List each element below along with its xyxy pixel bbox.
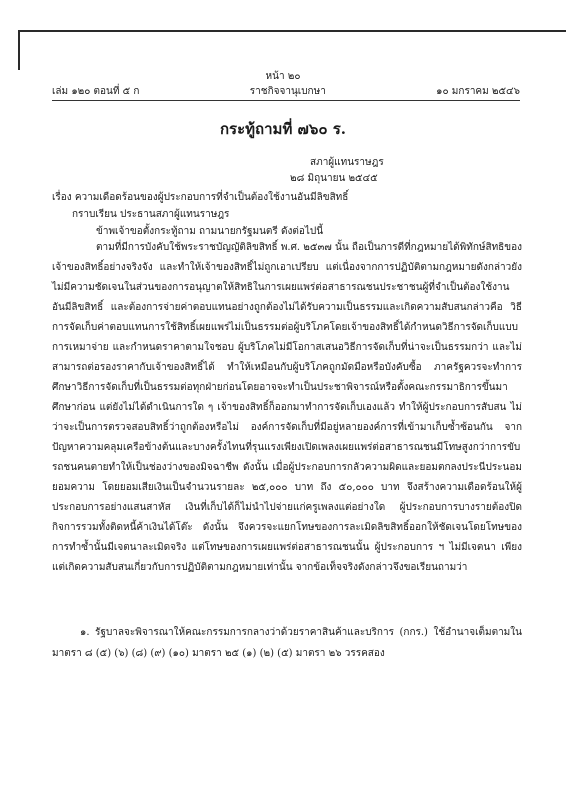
- document-title: กระทู้ถามที่ ๗๖๐ ร.: [219, 120, 347, 138]
- body-paragraph: ตามที่มีการบังคับใช้พระราชบัญญัติลิขสิทธิ์ พ.ศ. ๒๕๓๗ นั้น ถือเป็นการดีที่กฎหมายได้พิทักษ์สิทธิของเจ้าของสิทธิ์อย่างจริงจัง และทำให้เจ้าของสิทธิ์ไม่ถูกเอาเปรียบ แต่เนื่องจากการปฏิบัติตามกฎหมายดังกล่าวยังไม่มีความชัดเจนในส่วนของการอนุญาตให้สิทธิในการเผยแพร่ต่อสาธารณชนประชาชนผู้ที่จำเป็นต้องใช้งานอันมีลิขสิทธิ์ และต้องการจ่ายค่าตอบแทนอย่างถูกต้องไม่ได้รับความเป็นธรรมและเกิดความสับสนกล่าวคือ วิธีการจัดเก็บค่าตอบแทนการใช้สิทธิ์เผยแพร่ไม่เป็นธรรมต่อผู้บริโภคโดยเจ้าของสิทธิ์ได้กำหนดวิธีการจัดเก็บแบบการเหมาจ่าย และกำหนดราคาตามใจชอบ ผู้บริโภคไม่มีโอกาสเสนอวิธีการจัดเก็บที่น่าจะเป็นธรรมกว่า และไม่สามารถต่อรองราคากับเจ้าของสิทธิ์ได้ ทำให้เหมือนกับผู้บริโภคถูกมัดมือหรือบังคับซื้อ ภาครัฐควรจะทำการศึกษาวิธีการจัดเก็บที่เป็นธรรมต่อทุกฝ่ายก่อนโดยอาจจะทำเป็นประชาพิจารณ์หรือตั้งคณะกรรมาธิการขึ้นมาศึกษาก่อน แต่ยังไม่ได้ดำเนินการใด ๆ เจ้าของสิทธิ์ก็ออกมาทำการจัดเก็บเองแล้ว ทำให้ผู้ประกอบการสับสน ไม่ว่าจะเป็นการตรวจสอบสิทธิ์ว่าถูกต้องหรือไม่ องค์การจัดเก็บที่มีอยู่หลายองค์การที่เข้ามาเก็บซ้ำซ้อนกัน จากปัญหาความคลุมเครือข้างต้นและบางครั้งไทนที่รุนแรงเพียงเปิดเพลงเผยแพร่ต่อสาธารณชนมีโทษสูงกว่าการขับรถชนคนตายทำให้เป็นช่องว่างของมิจฉาชีพ ดังนั้น เมื่อผู้ประกอบการกลัวความผิดและยอมตกลงประนีประนอมยอมความ โดยยอมเสียเงินเป็นจำนวนรายละ ๒๕,๐๐๐ บาท ถึง ๕๐,๐๐๐ บาท จึงสร้างความเดือดร้อนให้ผู้ประกอบการอย่างแสนสาหัส เงินที่เก็บได้ก็ไม่นำไปจ่ายแก่ครูเพลงแต่อย่างใด ผู้ประกอบการบางรายต้องปิดกิจการรวมทั้งติดหนี้ค้าเงินได้โต๊ะ ดังนั้น จึงควรจะแยกโทษของการละเมิดลิขสิทธิ์ออกให้ชัดเจนโดยโทษของการทำซ้ำนั้นมีเจตนาละเมิดจริง แต่โทษของการเผยแพร่ต่อสาธารณชนนั้น ผู้ประกอบการ ฯ ไม่มีเจตนา เพียงแต่เกิดความสับสนเกี่ยวกับการปฏิบัติตามกฎหมายเท่านั้น จากข้อเท็จจริงดังกล่าวจึงขอเรียนถามว่า: [52, 242, 522, 573]
- gazette-name: ราชกิจจานุเบกษา: [249, 86, 326, 97]
- body-text: [52, 238, 522, 578]
- scan-border-top: [18, 30, 566, 32]
- question-list: [52, 622, 522, 664]
- page-number: หน้า ๒๐: [265, 71, 301, 82]
- subject-line: เรื่อง ความเดือดร้อนของผู้ประกอบการที่จำเป็นต้องใช้งานอันมีลิขสิทธิ์: [52, 192, 349, 203]
- volume-label: เล่ม ๑๒๐ ตอนที่ ๕ ก: [52, 86, 140, 97]
- salutation: กราบเรียน ประธานสภาผู้แทนราษฎร: [72, 209, 230, 220]
- letter-date: ๒๘ มิถุนายน ๒๕๔๕: [290, 173, 378, 184]
- gazette-header: [52, 84, 520, 99]
- gazette-date: ๑๐ มกราคม ๒๕๔๖: [436, 86, 520, 97]
- intro-line: ข้าพเจ้าขอตั้งกระทู้ถาม ถามนายกรัฐมนตรี ดังต่อไปนี้: [96, 226, 324, 237]
- header-rule: [52, 100, 520, 101]
- sender: สภาผู้แทนราษฎร: [310, 157, 384, 168]
- question-item-1: ๑. รัฐบาลจะพิจารณาให้คณะกรรมการกลางว่าด้วยราคาสินค้าและบริการ (กกร.) ใช้อำนาจเต็มตามในมาตรา ๘ (๕) (๖) (๘) (๙) (๑๐) มาตรา ๒๕ (๑) (๒) (๕) มาตรา ๒๖ วรรคสอง: [52, 627, 522, 659]
- scan-border-left: [18, 30, 20, 70]
